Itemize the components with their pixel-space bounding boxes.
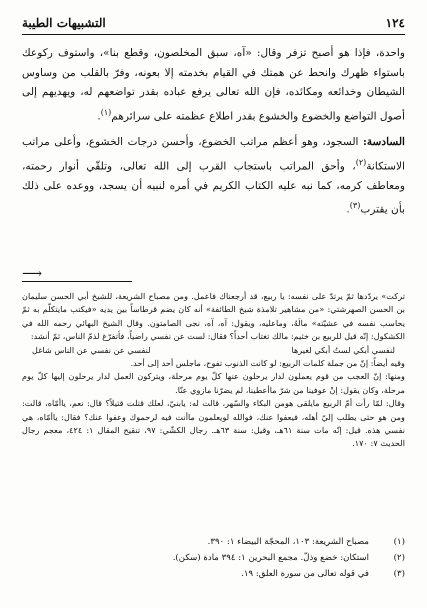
footnote-number: (٢) (393, 553, 405, 563)
page-number: ١٢٤ (385, 16, 405, 30)
header-rule (22, 34, 405, 35)
paragraph-2-text: السجود، وهو أعظم مراتب الخضوع، وأحسن درجات الخشوع، وأعلى مراتب الاستكانة (22, 135, 405, 173)
footnote-ref-2[interactable]: (٢) (355, 157, 367, 167)
footnote-item (22, 534, 405, 550)
poem-hemistich-a: لنفسي أبكي لستُ أبكي لغيرها (291, 344, 395, 355)
footnote-text: في قوله تعالى من سورة العلق: ١٩. (241, 569, 369, 579)
poem-verse (22, 344, 405, 357)
footnote-ref-3[interactable]: (٣) (349, 201, 361, 211)
running-title: التشبيهات الطيبة (22, 16, 106, 30)
footnote-text: مصباح الشريعة: ١٠٣، المحجّة البيضاء ١: ٣٩٠. (207, 537, 369, 547)
continued-footnote (22, 290, 405, 451)
footnote-item (22, 550, 405, 566)
paragraph-1: واحدة، فإذا هو أصبح تزفر وقال: «آه، سبق المخلصون، وقطع بنا»، واستوف ركوعك باستواء ظهرك وانحط عن همتك في القيام بخدمته إلا بعونه، وفرّ بالقلب من وساوس الشيطان وخدائعه ومكائده، فإن الله تعالى يرفع عباده بقدر تواضعهم له، ويهديهم إلى أصول التواضع والخضوع والخشوع بقدر اطلاع عظمته على سرائرهم$^{(١)}$. (22, 47, 405, 123)
footnote-item (22, 566, 405, 582)
note-text-4: وقال: لمّا رأت أمّ الربيع مايلقى هومن البكاء والسّهر، قالت له: يابنيّ، لعلك قتلت قتيلاً؟ قال: نعم، ياأمّاه، قالت: ومن هو حتى يطلب إليّ أهله، فيعفوا عنك، فوالله لويعلمون ماأنت فيه لرحموك وعفوا عنك؟ فقال: ياأمّاه، هي نفسي هذه. قيل: إنّه مات سنة ٦١هـ، وقيل: سنة ٦٣هـ. رجال الكشّي: ٩٧، تنقيح المقال ١: ٤٢٤، معجم رجال الحديث ٧: ١٧٠. (22, 398, 405, 449)
footnote-list (22, 534, 405, 582)
page-header (22, 14, 405, 32)
paragraph-2 (22, 133, 405, 220)
footnote-text: استكان: خضع وذلّ. مجمع البحرين ١: ٣٩٤ مادة (سكن). (172, 553, 369, 563)
note-text-2: وقيه أيضاً: إنّ من جملة كلمات الربيع: لو كانت الذنوب تفوح، ماجلس أحد إلى أحد. (130, 358, 405, 369)
paragraph-2-end: . (346, 203, 350, 216)
note-text-3: ومنها: إنّ العجب من قوم يعملون لدار يرحلون عنها كلّ يوم مرحلة، ويتركون العمل لدار يرحلون إليها كلّ يوم مرحلة، وكان يقول: إنْ عوفينا من شرّ ماأعطينا، لم يضرّنا مازوي عنّا. (22, 371, 405, 395)
footnote-divider (22, 281, 132, 282)
continuation-arrow-icon: ⟶ (22, 266, 43, 282)
footnote-number: (١) (393, 537, 405, 547)
footnote-ref-1[interactable]: (١) (100, 107, 112, 117)
paragraph-2-lead: السادسة: (362, 135, 405, 148)
paragraph-1-text: واحدة، فإذا هو أصبح تزفر وقال: «آه، سبق المخلصون، وقطع بنا»، واستوف ركوعك باستواء ظهرك وانحط عن همتك في القيام بخدمته إلا بعونه، وفرّ بالقلب من وساوس الشيطان وخدائعه ومكائده، فإن الله تعالى يرفع عباده بقدر تواضعهم له، ويهديهم إلى أصول التواضع والخضوع والخشوع بقدر اطلاع عظمته على سرائرهم (22, 47, 405, 123)
paragraph-2-text-b: ، وأحق المراتب باستجاب القرب إلى الله تعالى، وتلقّي أنوار رحمته، ومعاطف كرمه، كما نبه عليه الكتاب الكريم في أمره لنبيه أن يسجد، ووعده على ذلك بأن يقترب (22, 160, 405, 216)
main-text (22, 44, 405, 220)
poem-hemistich-b: لنفسي عن نفسي عن الناس شاغل (32, 344, 151, 355)
footnote-number: (٣) (393, 569, 405, 579)
note-text-1: تركت» يردّدها ثمّ يرتدّ على نفسه: يا ربيع، قد أرجعناك فاعمل. ومن مصباح الشريعة، للشيخ أبي الحسن سليمان بن الحسن الصهرشتي: «من مشاهير تلامذة شيخ الطائفة» أنه كان يضم قرطاساً بين يديه «فيكتب مايتكلّم به ثمّ يحاسب نفسه في عشيّته» مالَهُ، وماعليه، ويقول: آه، آه، نجى الصامتون. وقال الشيخ البهائي رحمه الله في الكشكول: إنّه قيل للربيع بن خثيم: مالك تغتاب أحداً؟ فقال: لست عن نفسي راضياً، فأتفرّغ لذمّ الناس، ثمّ أنشد: (22, 291, 405, 342)
